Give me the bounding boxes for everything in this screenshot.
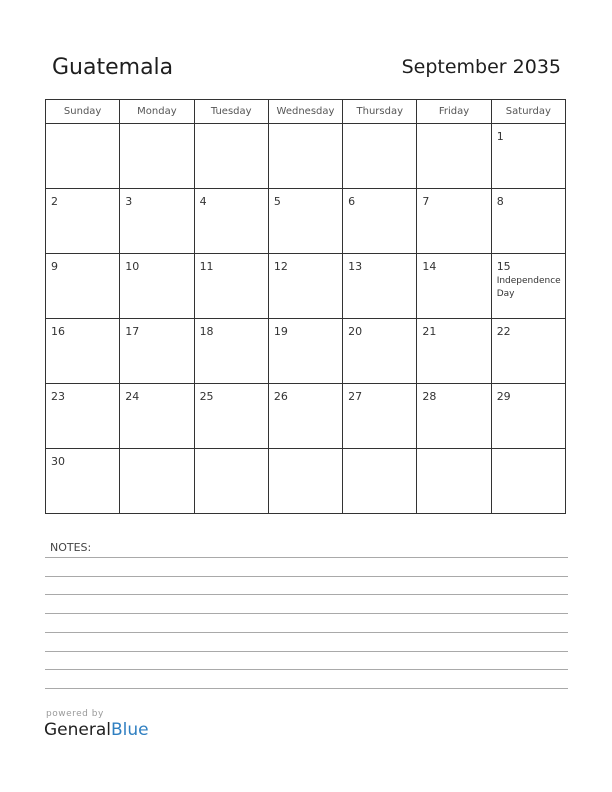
notes-line <box>45 557 568 558</box>
day-cell <box>268 319 342 384</box>
day-number: 15 <box>496 260 511 273</box>
weekday-header: Thursday <box>343 100 417 124</box>
notes-line <box>45 669 568 670</box>
day-cell <box>343 319 417 384</box>
notes-line <box>45 594 568 595</box>
week-row <box>46 254 566 319</box>
day-number: 10 <box>125 260 140 273</box>
day-cell <box>120 449 194 514</box>
day-cell <box>268 124 342 189</box>
day-cell <box>194 124 268 189</box>
day-cell <box>120 124 194 189</box>
day-cell <box>120 189 194 254</box>
day-cell <box>491 319 565 384</box>
brand-general: General <box>44 720 111 740</box>
day-cell <box>491 384 565 449</box>
day-number: 8 <box>496 195 504 208</box>
day-number: 24 <box>125 390 140 403</box>
day-number: 13 <box>348 260 363 273</box>
day-number: 14 <box>422 260 437 273</box>
day-cell <box>194 384 268 449</box>
day-number <box>269 449 342 455</box>
day-cell <box>46 124 120 189</box>
weekday-header-row <box>46 100 566 124</box>
day-cell <box>417 189 491 254</box>
day-cell <box>120 319 194 384</box>
day-cell <box>417 449 491 514</box>
day-number: 6 <box>348 195 356 208</box>
weekday-header: Tuesday <box>194 100 268 124</box>
day-number: 26 <box>273 390 288 403</box>
weekday-header: Sunday <box>46 100 120 124</box>
day-cell <box>46 449 120 514</box>
day-number: 12 <box>273 260 288 273</box>
notes-line <box>45 651 568 652</box>
day-number: 17 <box>125 325 140 338</box>
day-number: 9 <box>51 260 58 273</box>
day-number: 29 <box>496 390 511 403</box>
day-number: 18 <box>199 325 214 338</box>
day-cell <box>194 254 268 319</box>
day-number <box>195 124 268 130</box>
day-number <box>120 124 193 130</box>
day-cell <box>417 254 491 319</box>
powered-by-text: powered by <box>46 709 104 719</box>
day-cell <box>268 254 342 319</box>
day-number <box>417 449 490 455</box>
day-cell <box>120 254 194 319</box>
day-cell <box>46 384 120 449</box>
day-cell <box>194 189 268 254</box>
day-number: 20 <box>348 325 363 338</box>
notes-label: NOTES: <box>50 541 92 554</box>
day-number <box>269 124 342 130</box>
weekday-header: Monday <box>120 100 194 124</box>
day-cell <box>491 449 565 514</box>
day-number: 1 <box>496 130 504 143</box>
week-row <box>46 124 566 189</box>
day-number <box>343 449 416 455</box>
day-cell <box>343 189 417 254</box>
day-cell <box>343 124 417 189</box>
day-number: 11 <box>199 260 214 273</box>
day-cell <box>343 449 417 514</box>
brand-blue: Blue <box>111 720 149 740</box>
day-cell <box>417 124 491 189</box>
day-number: 21 <box>422 325 437 338</box>
day-number: 5 <box>273 195 281 208</box>
notes-line <box>45 688 568 689</box>
day-number: 30 <box>51 455 65 468</box>
day-number: 25 <box>199 390 214 403</box>
day-cell <box>343 254 417 319</box>
day-number: 4 <box>199 195 207 208</box>
weekday-header: Friday <box>417 100 491 124</box>
day-number: 23 <box>51 390 65 403</box>
day-cell <box>46 189 120 254</box>
week-row <box>46 189 566 254</box>
day-cell <box>46 254 120 319</box>
day-cell <box>46 319 120 384</box>
day-number: 22 <box>496 325 511 338</box>
notes-line <box>45 613 568 614</box>
day-number <box>195 449 268 455</box>
week-row <box>46 449 566 514</box>
day-cell <box>194 449 268 514</box>
day-number <box>417 124 490 130</box>
day-cell <box>268 384 342 449</box>
day-cell <box>268 449 342 514</box>
day-cell <box>417 319 491 384</box>
day-number: 16 <box>51 325 65 338</box>
day-number <box>46 124 119 130</box>
day-number: 7 <box>422 195 430 208</box>
day-cell <box>417 384 491 449</box>
week-row <box>46 384 566 449</box>
week-row <box>46 319 566 384</box>
holiday-label: Independence Day <box>496 276 561 299</box>
day-cell <box>120 384 194 449</box>
day-number: 19 <box>273 325 288 338</box>
day-cell <box>343 384 417 449</box>
day-cell <box>491 254 565 319</box>
day-number <box>343 124 416 130</box>
day-cell <box>491 124 565 189</box>
notes-line <box>45 576 568 577</box>
day-number <box>120 449 193 455</box>
day-cell <box>268 189 342 254</box>
day-cell <box>491 189 565 254</box>
day-number: 27 <box>348 390 363 403</box>
day-number: 28 <box>422 390 437 403</box>
calendar-month-title: September 2035 <box>401 56 561 78</box>
calendar-country-title: Guatemala <box>52 55 174 80</box>
day-number: 3 <box>125 195 133 208</box>
weekday-header: Wednesday <box>268 100 342 124</box>
brand-logo <box>44 720 149 740</box>
day-number <box>492 449 565 455</box>
notes-line <box>45 632 568 633</box>
weekday-header: Saturday <box>491 100 565 124</box>
day-cell <box>194 319 268 384</box>
calendar-grid <box>45 99 566 514</box>
day-number: 2 <box>51 195 58 208</box>
